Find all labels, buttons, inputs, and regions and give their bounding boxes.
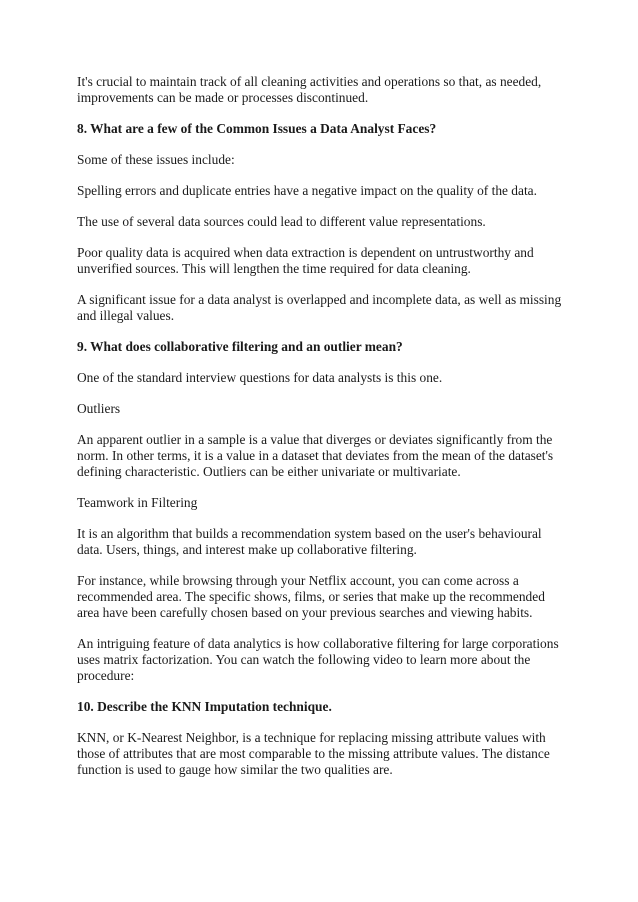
paragraph-standard-question: One of the standard interview questions for data analysts is this one.	[77, 370, 443, 385]
paragraph-poor-quality-data: Poor quality data is acquired when data extraction is dependent on untrustworthy and unverified sources. This will lengthen the time required for data cleaning.	[77, 245, 534, 276]
heading-question-8: 8. What are a few of the Common Issues a Data Analyst Faces?	[77, 121, 437, 136]
paragraph-multiple-sources: The use of several data sources could lead to different value representations.	[77, 214, 486, 229]
heading-question-9: 9. What does collaborative filtering and an outlier mean?	[77, 339, 403, 354]
paragraph-knn-definition: KNN, or K-Nearest Neighbor, is a technique for replacing missing attribute values with those of attributes that are most comparable to the missing attribute values. The distance function is used to gauge how similar the two qualities are.	[77, 730, 550, 777]
paragraph-issues-intro: Some of these issues include:	[77, 152, 235, 167]
paragraph-cleaning-tracking: It's crucial to maintain track of all cleaning activities and operations so that, as needed, improvements can be made or processes discontinued.	[77, 74, 542, 105]
paragraph-matrix-factorization: An intriguing feature of data analytics is how collaborative filtering for large corporations uses matrix factorization. You can watch the following video to learn more about the procedure:	[77, 636, 559, 683]
paragraph-overlapped-data: A significant issue for a data analyst is overlapped and incomplete data, as well as missing and illegal values.	[77, 292, 562, 323]
paragraph-teamwork-label: Teamwork in Filtering	[77, 495, 198, 510]
paragraph-algorithm-definition: It is an algorithm that builds a recommendation system based on the user's behavioural data. Users, things, and interest make up collaborative filtering.	[77, 526, 542, 557]
document-page	[77, 74, 565, 793]
paragraph-outliers-label: Outliers	[77, 401, 121, 416]
paragraph-spelling-errors: Spelling errors and duplicate entries have a negative impact on the quality of the data.	[77, 183, 537, 198]
paragraph-netflix-example: For instance, while browsing through your Netflix account, you can come across a recommended area. The specific shows, films, or series that make up the recommended area have been carefully chosen based on your previous searches and viewing habits.	[77, 573, 545, 620]
heading-question-10: 10. Describe the KNN Imputation technique.	[77, 699, 332, 714]
paragraph-outlier-definition: An apparent outlier in a sample is a value that diverges or deviates significantly from the norm. In other terms, it is a value in a dataset that deviates from the mean of the dataset's defining characteristic. Outliers can be either univariate or multivariate.	[77, 432, 554, 479]
